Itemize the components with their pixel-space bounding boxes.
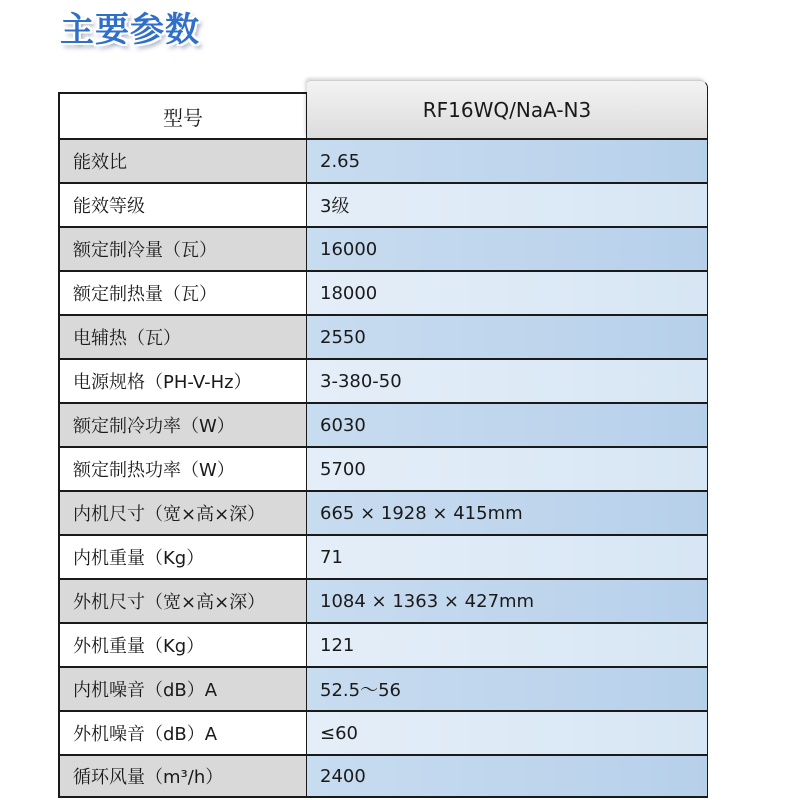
row-value: 665 × 1928 × 415mm [307, 490, 708, 534]
row-label: 能效等级 [58, 182, 307, 226]
table-row [58, 226, 708, 270]
row-label: 电辅热（瓦） [58, 314, 307, 358]
row-label: 额定制热功率（W） [58, 446, 307, 490]
table-row [58, 534, 708, 578]
specs-table [58, 80, 708, 798]
table-row [58, 578, 708, 622]
row-value: 52.5～56 [307, 666, 708, 710]
row-value: 3-380-50 [307, 358, 708, 402]
row-value: 71 [307, 534, 708, 578]
table-row [58, 358, 708, 402]
table-header-row [58, 80, 708, 138]
table-row [58, 446, 708, 490]
table-row [58, 138, 708, 182]
table-row [58, 710, 708, 754]
table-row [58, 182, 708, 226]
table-row [58, 402, 708, 446]
row-label: 电源规格（PH-V-Hz） [58, 358, 307, 402]
row-label: 外机重量（Kg） [58, 622, 307, 666]
row-value: 2550 [307, 314, 708, 358]
row-value: 5700 [307, 446, 708, 490]
row-label: 额定制冷功率（W） [58, 402, 307, 446]
row-value: 6030 [307, 402, 708, 446]
row-label: 内机尺寸（宽×高×深） [58, 490, 307, 534]
page-title: 主要参数 [60, 10, 200, 50]
row-label: 额定制热量（瓦） [58, 270, 307, 314]
header-model-cell: RF16WQ/NaA-N3 [307, 80, 708, 138]
row-label: 外机噪音（dB）A [58, 710, 307, 754]
table-row [58, 314, 708, 358]
table-row [58, 490, 708, 534]
row-value: 16000 [307, 226, 708, 270]
row-value: 3级 [307, 182, 708, 226]
row-label: 额定制冷量（瓦） [58, 226, 307, 270]
row-label: 内机噪音（dB）A [58, 666, 307, 710]
row-label: 循环风量（m³/h） [58, 754, 307, 798]
row-label: 能效比 [58, 138, 307, 182]
table-row [58, 622, 708, 666]
row-value: ≤60 [307, 710, 708, 754]
row-label: 外机尺寸（宽×高×深） [58, 578, 307, 622]
table-row [58, 754, 708, 798]
row-value: 1084 × 1363 × 427mm [307, 578, 708, 622]
table-row [58, 666, 708, 710]
header-label-cell: 型号 [58, 92, 307, 138]
table-row [58, 270, 708, 314]
row-value: 2400 [307, 754, 708, 798]
row-value: 18000 [307, 270, 708, 314]
row-value: 2.65 [307, 138, 708, 182]
row-value: 121 [307, 622, 708, 666]
row-label: 内机重量（Kg） [58, 534, 307, 578]
